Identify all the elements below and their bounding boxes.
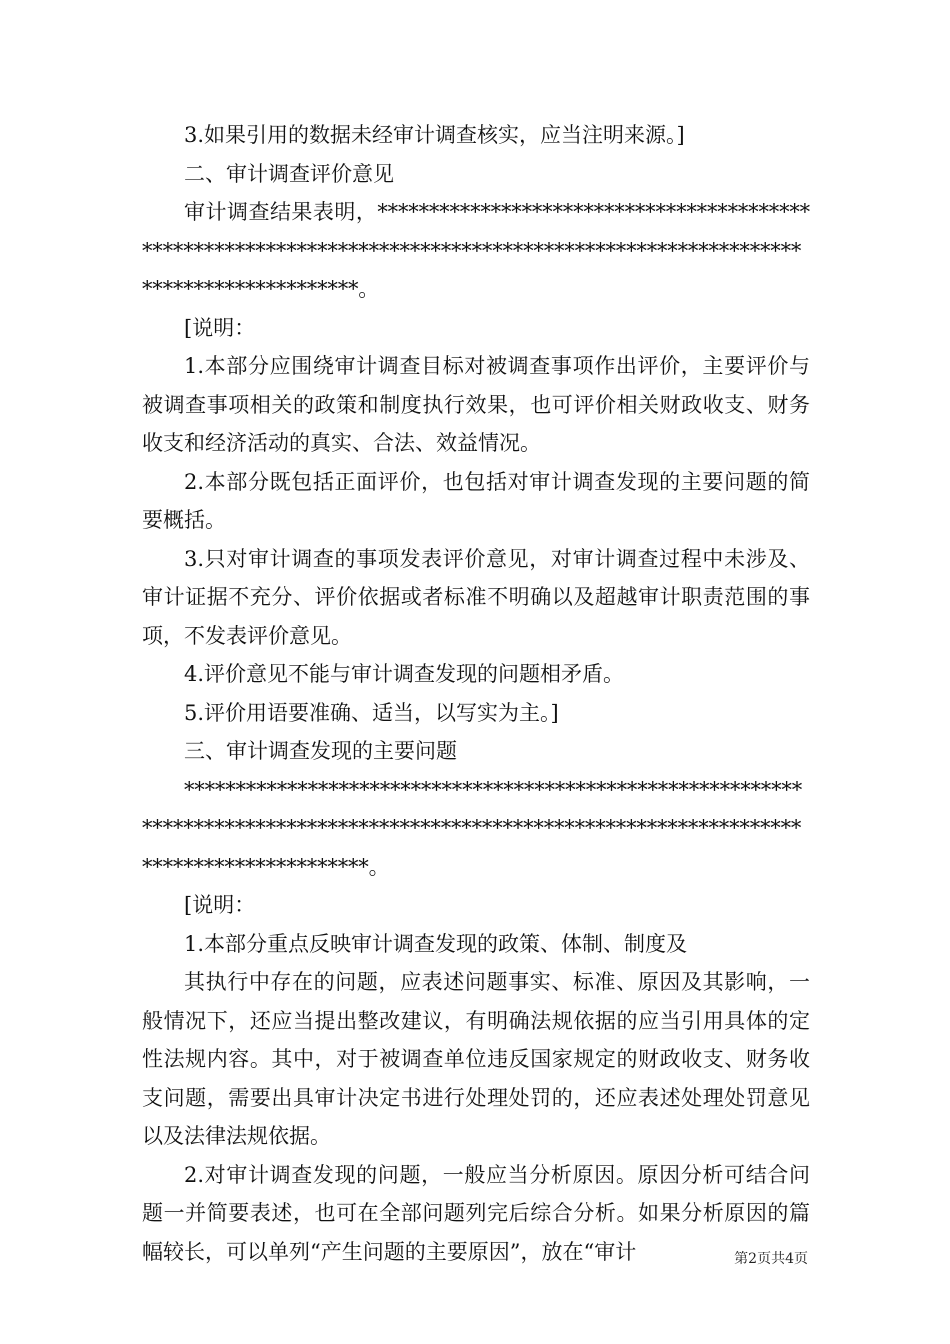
paragraph-evaluation-note-1: 1.本部分应围绕审计调查目标对被调查事项作出评价，主要评价与被调查事项相关的政策和制度执行效果，也可评价相关财政收支、财务收支和经济活动的真实、合法、效益情况。 bbox=[142, 354, 810, 455]
page-number-footer: 第2页共4页 bbox=[734, 1251, 808, 1267]
paragraph-evaluation-result: 审计调查结果表明，*******************************************************************************************************************************。 bbox=[142, 200, 810, 301]
paragraph-explanation-label: [说明： bbox=[184, 315, 256, 340]
section-heading-evaluation: 二、审计调查评价意见 bbox=[184, 161, 394, 186]
paragraph-issues-note-2: 2.对审计调查发现的问题，一般应当分析原因。原因分析可结合问题一并简要表述，也可在全部问题列完后综合分析。如果分析原因的篇幅较长，可以单列“产生问题的主要原因”，放在“审计 bbox=[142, 1162, 810, 1264]
paragraph-evaluation-note-2: 2.本部分既包括正面评价，也包括对审计调查发现的主要问题的简要概括。 bbox=[142, 469, 810, 532]
paragraph-issues-note-1: 1.本部分重点反映审计调查发现的政策、体制、制度及 bbox=[184, 931, 688, 956]
paragraph-evaluation-note-5: 5.评价用语要准确、适当，以写实为主。] bbox=[184, 700, 559, 725]
document-body bbox=[142, 116, 810, 1271]
paragraph-explanation-label-2: [说明： bbox=[184, 893, 256, 917]
paragraph-evaluation-note-4: 4.评价意见不能与审计调查发现的问题相矛盾。 bbox=[184, 662, 625, 686]
paragraph-main-issues-placeholder: **************************************************************************************************************************************************。 bbox=[142, 777, 803, 879]
paragraph-evaluation-note-3: 3.只对审计调查的事项发表评价意见，对审计调查过程中未涉及、审计证据不充分、评价依据或者标准不明确以及超越审计职责范围的事项，不发表评价意见。 bbox=[142, 546, 810, 648]
paragraph-issues-note-1-continued: 其执行中存在的问题，应表述问题事实、标准、原因及其影响，一般情况下，还应当提出整改建议，有明确法规依据的应当引用具体的定性法规内容。其中，对于被调查单位违反国家规定的财政收支、财务收支问题，需要出具审计决定书进行处理处罚的，还应表述处理处罚意见以及法律法规依据。 bbox=[142, 970, 810, 1148]
paragraph-note-source: 3.如果引用的数据未经审计调查核实，应当注明来源。] bbox=[184, 123, 685, 147]
section-heading-main-issues: 三、审计调查发现的主要问题 bbox=[184, 739, 457, 763]
